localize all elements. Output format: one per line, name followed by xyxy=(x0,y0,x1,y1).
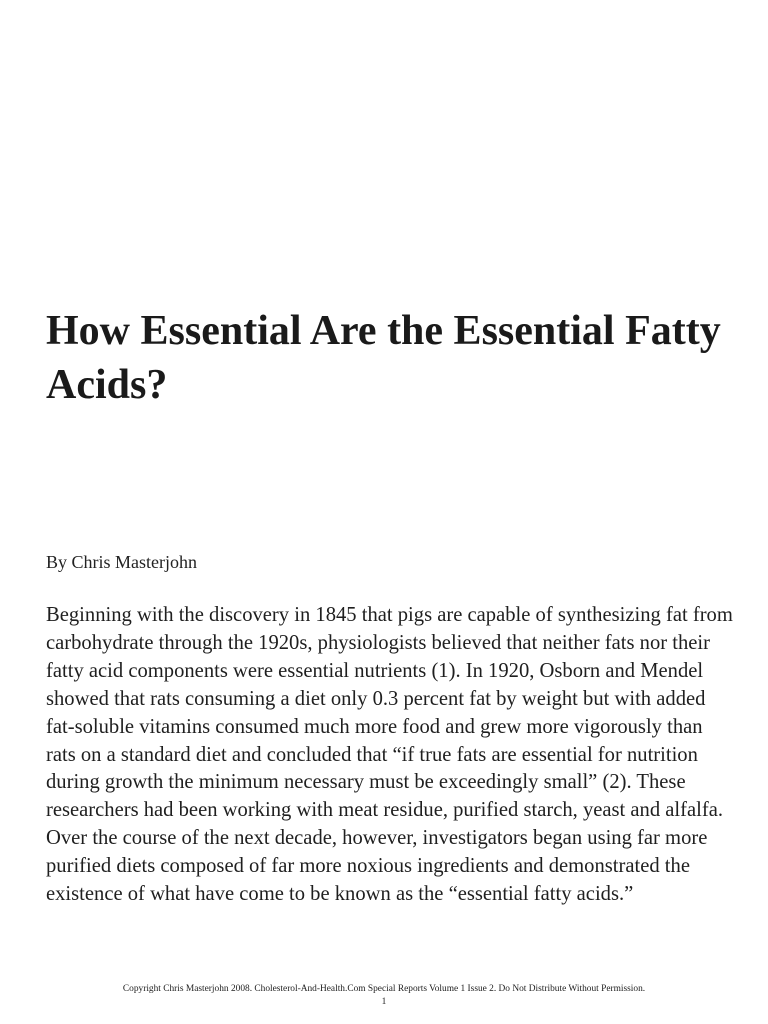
copyright-notice: Copyright Chris Masterjohn 2008. Cholesterol-And-Health.Com Special Reports Volume 1 Issue 2. Do Not Distribute Without Permission. xyxy=(122,984,646,994)
author-byline: By Chris Masterjohn xyxy=(46,552,197,572)
page-footer xyxy=(0,983,768,1009)
body-paragraph: Beginning with the discovery in 1845 that pigs are capable of synthesizing fat from carbohydrate through the 1920s, physiologists believed that neither fats nor their fatty acid components were essential nutrients (1). In 1920, Osborn and Mendel showed that rats consuming a diet only 0.3 percent fat by weight but with added fat-soluble vitamins consumed much more food and grew more vigorously than rats on a standard diet and concluded that “if true fats are essential for nutrition during growth the minimum necessary must be exceedingly small” (2). These researchers had been working with meat residue, purified starch, yeast and alfalfa. Over the course of the next decade, however, investigators began using far more purified diets composed of far more noxious ingredients and demonstrated the existence of what have come to be known as the “essential fatty acids.” xyxy=(46,604,733,906)
article-title: How Essential Are the Essential Fatty Acids? xyxy=(46,308,721,408)
page-number: 1 xyxy=(381,997,387,1007)
